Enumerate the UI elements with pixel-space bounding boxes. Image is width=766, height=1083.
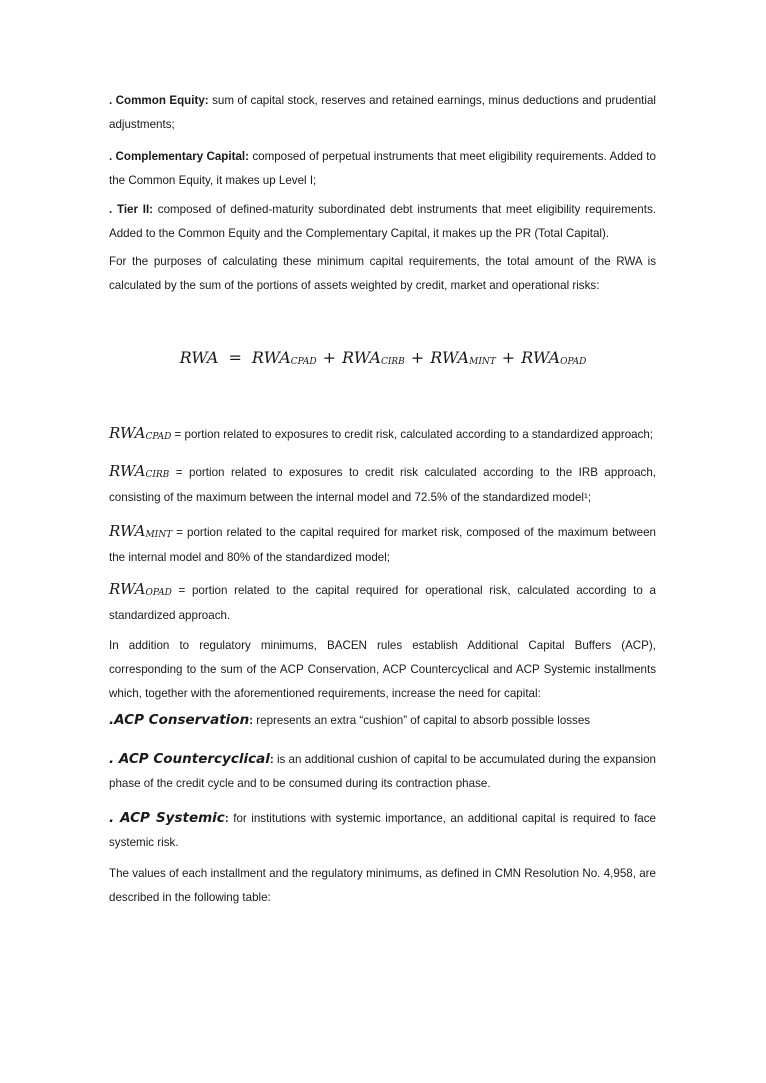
definition-complementary-capital (109, 145, 656, 193)
acp-systemic-term: . ACP Systemic (109, 810, 225, 826)
definition-common-equity (109, 89, 656, 137)
definition-text: composed of defined-maturity subordinated debt instruments that meet eligibility requirements. Added to the Common Equity and the Complementary Capital, it makes up the PR (Total Capital). (109, 203, 656, 240)
formula-plus: + (501, 348, 516, 367)
rwa-mint-symbol: $RWA_{MINT}$ (109, 522, 173, 540)
acp-countercyclical-text: is an additional cushion of capital to be accumulated during the expansion phase of the credit cycle and to be consumed during its contraction phase. (109, 753, 657, 790)
acp-countercyclical-term: . ACP Countercyclical (109, 751, 270, 767)
acp-colon: : (249, 714, 254, 727)
rwa-opad-text: = portion related to the capital required for operational risk, calculated according to a standardized approach. (109, 584, 656, 622)
rwa-cpad-definition (109, 421, 656, 448)
formula-term-mint: $RWA_{MINT}$ (430, 348, 496, 367)
acp-conservation-item (109, 708, 656, 733)
definition-tier-ii (109, 198, 656, 246)
formula-term-opad: $RWA_{OPAD}$ (521, 348, 587, 367)
formula-equals: = (228, 348, 242, 367)
definition-text: composed of perpetual instruments that meet eligibility requirements. Added to the Common Equity, it makes up Level I; (109, 150, 656, 187)
rwa-opad-definition (109, 577, 656, 628)
rwa-cirb-text: = portion related to exposures to credit risk calculated according to the IRB approach, consisting of the maximum between the internal model and 72.5% of the standardized model¹; (109, 466, 656, 504)
acp-colon: : (269, 753, 274, 766)
rwa-mint-text: = portion related to the capital required for market risk, composed of the maximum between the internal model and 80% of the standardized model; (109, 526, 656, 564)
formula-plus: + (322, 348, 337, 367)
acp-colon: : (224, 812, 229, 825)
definition-term: . Common Equity: (109, 94, 209, 107)
rwa-cirb-definition (109, 459, 656, 510)
rwa-opad-symbol: $RWA_{OPAD}$ (109, 580, 172, 598)
acp-countercyclical-item (109, 747, 656, 796)
formula-term-cpad: $RWA_{CPAD}$ (251, 348, 317, 367)
formula-lhs: RWA (179, 348, 219, 367)
rwa-cirb-symbol: $RWA_{CIRB}$ (109, 462, 170, 480)
definition-term: . Tier II: (109, 203, 154, 216)
rwa-mint-definition (109, 519, 656, 570)
acp-conservation-text: represents an extra “cushion” of capital to absorb possible losses (253, 714, 591, 727)
formula-plus: + (410, 348, 425, 367)
formula-term-cirb: $RWA_{CIRB}$ (342, 348, 405, 367)
rwa-intro-paragraph: For the purposes of calculating these minimum capital requirements, the total amount of the RWA is calculated by the sum of the portions of assets weighted by credit, market and operational risks: (109, 255, 656, 292)
definition-text: sum of capital stock, reserves and retained earnings, minus deductions and prudential adjustments; (109, 94, 656, 131)
acp-conservation-term: .ACP Conservation (109, 712, 250, 728)
closing-paragraph: The values of each installment and the regulatory minimums, as defined in CMN Resolution No. 4,958, are described in the following table: (109, 867, 656, 904)
acp-systemic-text: for institutions with systemic importance, an additional capital is required to face systemic risk. (109, 812, 657, 849)
definition-term: . Complementary Capital: (109, 150, 249, 163)
rwa-formula (0, 344, 766, 375)
acp-systemic-item (109, 806, 656, 855)
acp-intro-paragraph: In addition to regulatory minimums, BACEN rules establish Additional Capital Buffers (ACP), corresponding to the sum of the ACP Conservation, ACP Countercyclical and ACP Systemic installments which, together with the aforementioned requirements, increase the need for capital: (109, 639, 656, 700)
rwa-cpad-symbol: $RWA_{CPAD}$ (109, 424, 172, 442)
rwa-cpad-text: = portion related to exposures to credit risk, calculated according to a standardized approach; (171, 428, 654, 441)
